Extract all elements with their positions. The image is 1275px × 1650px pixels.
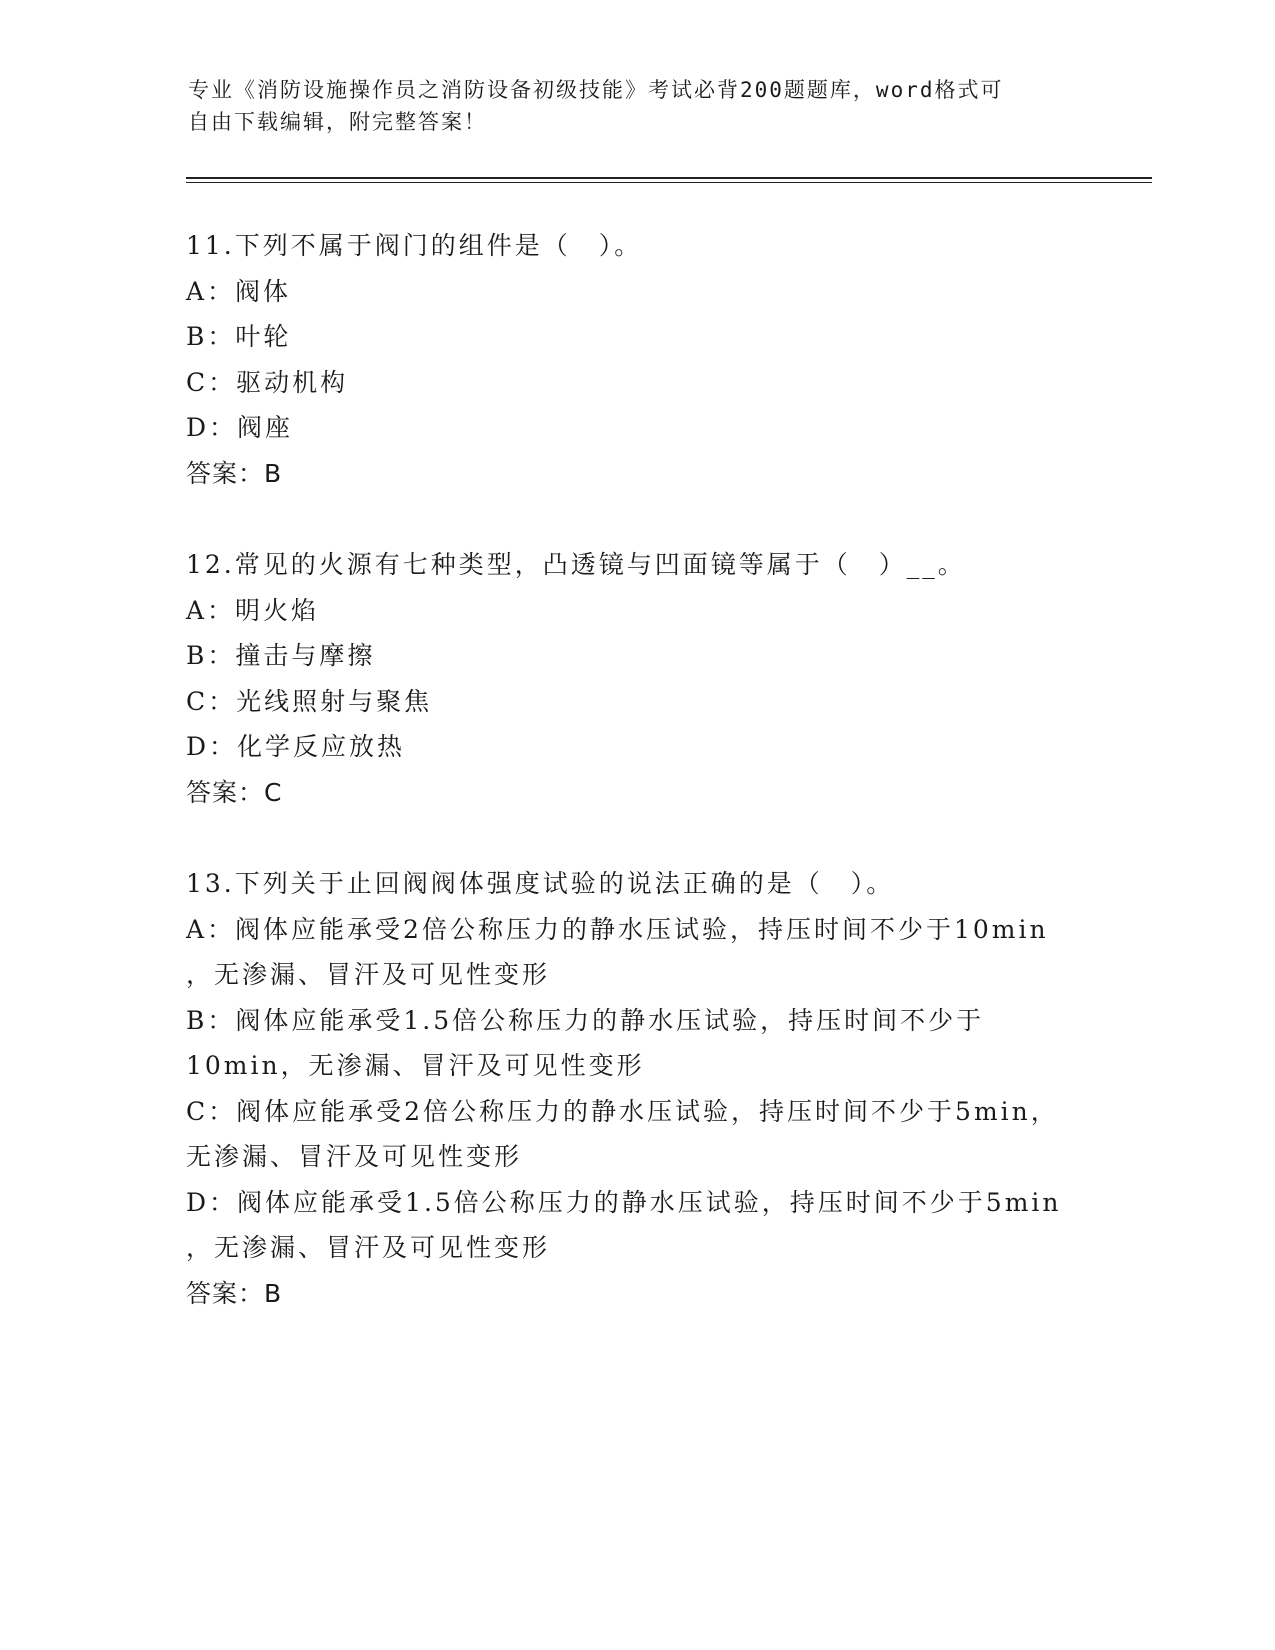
question-stem: 12.常见的火源有七种类型，凸透镜与凹面镜等属于（ ）__。 [186,550,966,579]
header-line-2: 自由下载编辑，附完整答案！ [188,110,487,134]
question-stem: 11.下列不属于阀门的组件是（ ）。 [186,231,643,260]
question-stem: 13.下列关于止回阀阀体强度试验的说法正确的是（ ）。 [186,869,895,898]
option-d: D：阀座 [186,413,294,442]
answer-line: 答案：B [186,458,283,488]
option-a: A：明火焰 [186,595,320,625]
question-11 [186,223,1086,496]
option-d-line-1: D：阀体应能承受1.5倍公称压力的静水压试验，持压时间不少于5min [186,1187,1062,1217]
option-a-line-1: A：阀体应能承受2倍公称压力的静水压试验，持压时间不少于10min [186,914,1049,944]
option-b-line-1: B：阀体应能承受1.5倍公称压力的静水压试验，持压时间不少于 [186,1005,985,1035]
answer-line: 答案：B [186,1278,283,1308]
question-12 [186,542,1086,815]
document-header [188,74,1068,138]
header-divider-thin [186,182,1152,183]
option-c-line-2: 无渗漏、冒汗及可见性变形 [186,1142,523,1171]
answer-line: 答案：C [186,777,283,807]
option-a: A：阀体 [186,276,292,306]
option-d-line-2: ，无渗漏、冒汗及可见性变形 [186,1233,551,1262]
question-13 [186,861,1086,1316]
header-divider-thick [186,177,1152,179]
option-c-line-1: C：阀体应能承受2倍公称压力的静水压试验，持压时间不少于5min， [186,1096,1059,1126]
option-d: D：化学反应放热 [186,732,406,761]
option-c: C：光线照射与聚焦 [186,686,433,716]
header-line-1: 专业《消防设施操作员之消防设备初级技能》考试必背200题题库，word格式可 [188,78,1004,102]
option-b: B：叶轮 [186,322,292,351]
option-b: B：撞击与摩擦 [186,641,376,670]
option-c: C：驱动机构 [186,367,349,397]
option-b-line-2: 10min，无渗漏、冒汗及可见性变形 [186,1051,645,1080]
option-a-line-2: ，无渗漏、冒汗及可见性变形 [186,960,551,989]
